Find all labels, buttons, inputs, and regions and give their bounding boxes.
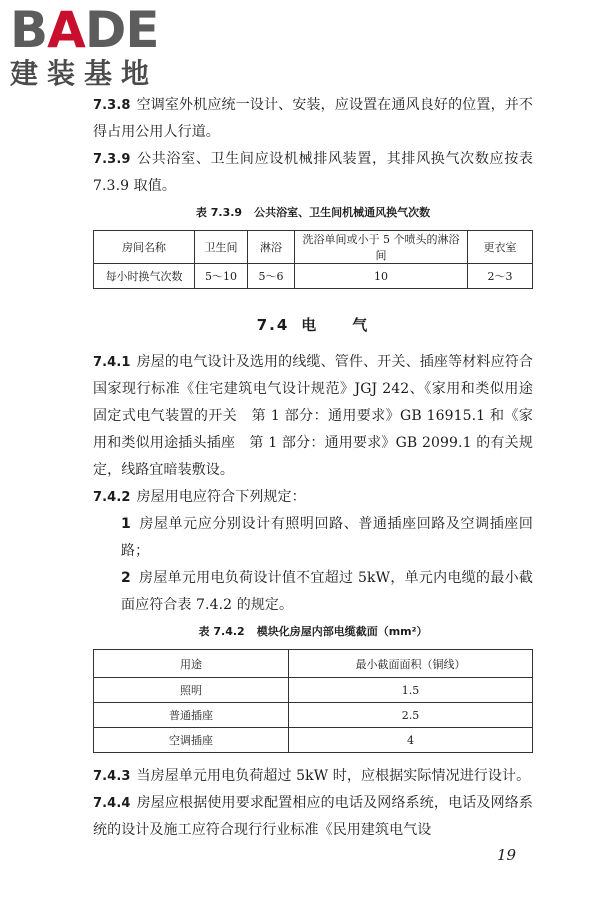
table-cell: 淋浴 [248, 231, 295, 264]
list-item: 1 房屋单元应分别设计有照明回路、普通插座回路及空调插座回路； [121, 516, 533, 559]
table-7-3-9-caption: 表 7.3.9 公共浴室、卫生间机械通风换气次数 [195, 206, 431, 219]
list-item: 2 房屋单元用电负荷设计值不宜超过 5kW，单元内电缆的最小截面应符合表 7.4.2 的规定。 [121, 570, 533, 613]
table-cell: 2～3 [468, 264, 533, 289]
section-title: 7.4 电 气 [256, 316, 370, 334]
table-row [94, 264, 533, 289]
table-cell: 用途 [94, 650, 289, 678]
table-cell: 2.5 [289, 703, 533, 728]
clause-7-4-3: 7.4.3 当房屋单元用电负荷超过 5kW 时，应根据实际情况进行设计。 [93, 768, 531, 784]
clause-7-4-4: 7.4.4 房屋应根据使用要求配置相应的电话及网络系统，电话及网络系统的设计及施工应符合现行行业标准《民用建筑电气设 [93, 795, 533, 838]
table-cell: 10 [295, 264, 468, 289]
table-row [94, 678, 533, 703]
bade-logo [10, 1, 175, 90]
table-cell: 空调插座 [94, 728, 289, 753]
table-cell: 5～6 [248, 264, 295, 289]
table-row [94, 728, 533, 753]
table-cell: 4 [289, 728, 533, 753]
logo-wordmark: BADE [10, 1, 159, 59]
table-cell: 洗浴单间或小于 5 个喷头的淋浴间 [295, 231, 468, 264]
page-content [93, 92, 533, 844]
clause-7-4-2: 7.4.2 房屋用电应符合下列规定： [93, 489, 306, 505]
clause-7-4-1: 7.4.1 房屋的电气设计及选用的线缆、管件、开关、插座等材料应符合国家现行标准《住宅建筑电气设计规范》JGJ 242、《家用和类似用途固定式电气装置的开关 第 1 部分：通用要求》GB 16915.1 和《家用和类似用途插头插座 第 1 部分：通用要求》GB 2099.1 的有关规定，线路宜暗装敷设。 [93, 354, 533, 478]
clause-7-3-8: 7.3.8 空调室外机应统一设计、安装，应设置在通风良好的位置，并不得占用公用人行道。 [93, 97, 533, 140]
table-cell: 更衣室 [468, 231, 533, 264]
table-row [94, 703, 533, 728]
table-cell: 每小时换气次数 [94, 264, 195, 289]
table-7-3-9 [93, 230, 533, 289]
table-cell: 最小截面面积（铜线） [289, 650, 533, 678]
table-cell: 普通插座 [94, 703, 289, 728]
table-cell: 5～10 [195, 264, 248, 289]
logo-subtitle: 建装基地 [10, 57, 159, 90]
table-7-4-2 [93, 649, 533, 753]
page-number: 19 [497, 846, 517, 864]
table-cell: 房间名称 [94, 231, 195, 264]
table-cell: 照明 [94, 678, 289, 703]
table-header-row [94, 231, 533, 264]
table-cell: 卫生间 [195, 231, 248, 264]
table-header-row [94, 650, 533, 678]
table-7-4-2-caption: 表 7.4.2 模块化房屋内部电缆截面（mm²） [198, 625, 428, 638]
clause-7-3-9: 7.3.9 公共浴室、卫生间应设机械排风装置，其排风换气次数应按表 7.3.9 取值。 [93, 151, 533, 194]
table-cell: 1.5 [289, 678, 533, 703]
